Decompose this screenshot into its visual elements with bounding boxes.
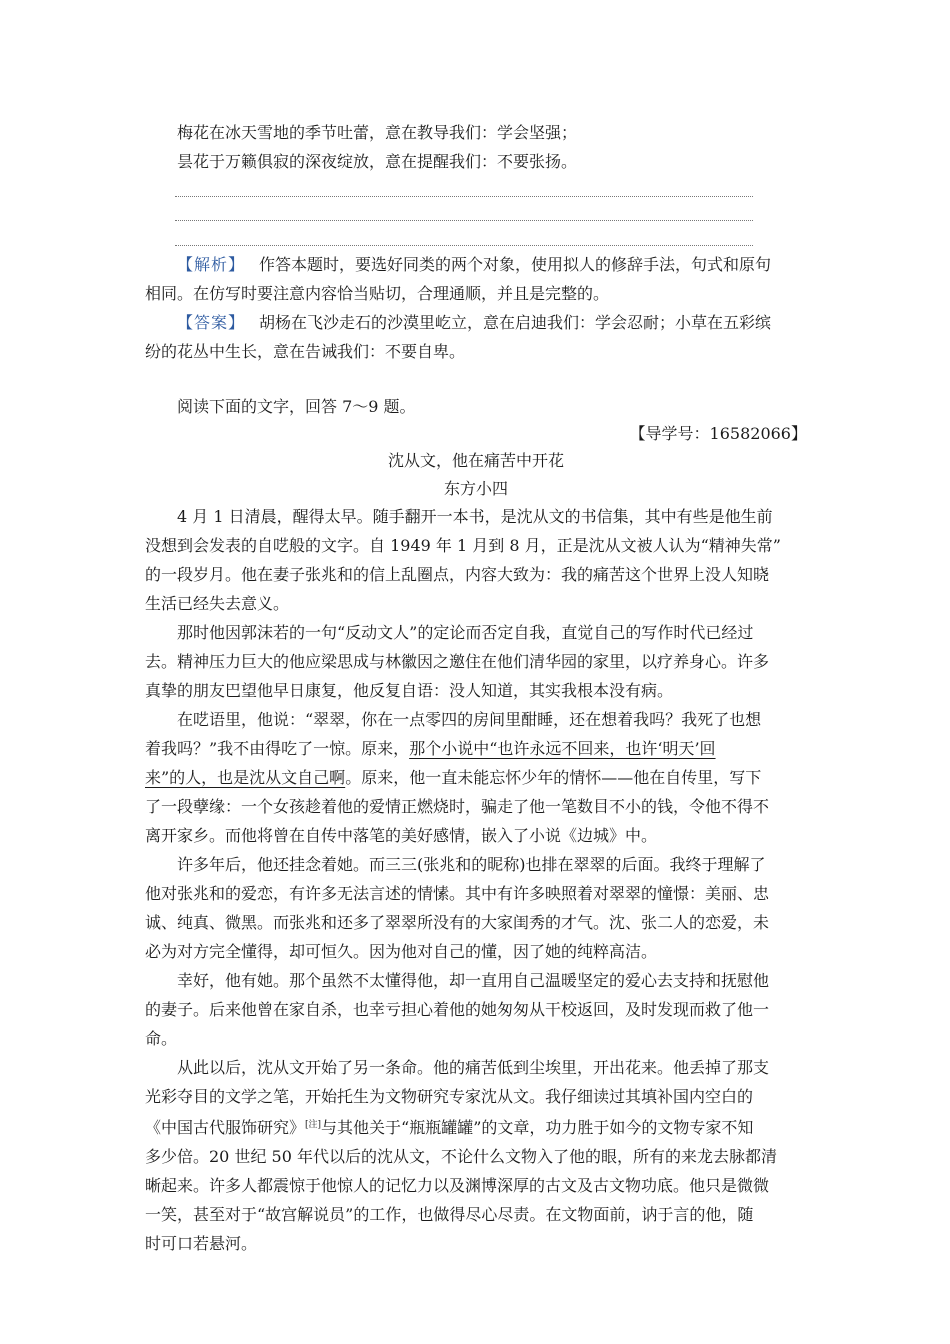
answer-blank-line — [175, 196, 753, 197]
paragraph-line: 必为对方完全懂得，却可恒久。因为他对自己的懂，因了她的纯粹高洁。 — [145, 942, 658, 961]
paragraph-line: 去。精神压力巨大的他应梁思成与林徽因之邀住在他们清华园的家里，以疗养身心。许多 — [145, 652, 770, 671]
paragraph-line: 幸好，他有她。那个虽然不太懂得他，却一直用自己温暖坚定的爱心去支持和抚慰他 — [177, 971, 770, 990]
analysis-label: 【解析】 — [177, 255, 246, 274]
answer-text: 纷的花丛中生长，意在告诫我们：不要自卑。 — [145, 342, 466, 361]
guide-number: 【导学号：16582066】 — [629, 424, 807, 443]
paragraph-line: 光彩夺目的文学之笔，开始托生为文物研究专家沈从文。我仔细读过其填补国内空白的 — [145, 1087, 754, 1106]
paragraph-line: 他对张兆和的爱恋，有许多无法言述的情愫。其中有许多映照着对翠翠的憧憬：美丽、忠 — [145, 884, 770, 903]
paragraph-line: 在呓语里，他说：“翠翠，你在一点零四的房间里酣睡，还在想着我吗？我死了也想 — [177, 710, 762, 729]
paragraph-line: 时可口若悬河。 — [145, 1234, 258, 1253]
paragraph-line: 许多年后，他还挂念着她。而三三(张兆和的昵称)也排在翠翠的后面。我终于理解了 — [177, 855, 766, 874]
answer-text: 胡杨在飞沙走石的沙漠里屹立，意在启迪我们：学会忍耐；小草在五彩缤 — [259, 313, 772, 332]
prompt-line: 梅花在冰天雪地的季节吐蕾，意在教导我们：学会坚强； — [177, 123, 578, 142]
paragraph-line: 晰起来。许多人都震惊于他惊人的记忆力以及渊博深厚的古文及古文物功底。他只是微微 — [145, 1176, 770, 1195]
underlined-sentence: 那个小说中“也许永远不回来，也许‘明天’回 — [409, 739, 716, 758]
analysis-text: 作答本题时，要选好同类的两个对象，使用拟人的修辞手法，句式和原句 — [259, 255, 772, 274]
text-run: 与其他关于“瓶瓶罐罐”的文章，功力胜于如今的文物专家不知 — [321, 1118, 754, 1137]
text-run: 《中国古代服饰研究》 — [145, 1118, 306, 1137]
paragraph-line: 真挚的朋友巴望他早日康复，他反复自语：没人知道，其实我根本没有病。 — [145, 681, 674, 700]
paragraph-line: 离开家乡。而他将曾在自传中落笔的美好感情，嵌入了小说《边城》中。 — [145, 826, 658, 845]
paragraph-line — [145, 763, 807, 792]
article-body — [145, 502, 807, 1258]
analysis-text: 相同。在仿写时要注意内容恰当贴切，合理通顺，并且是完整的。 — [145, 284, 610, 303]
paragraph-line: 没想到会发表的自呓般的文字。自 1949 年 1 月到 8 月，正是沈从文被人认为“精神失常” — [145, 536, 781, 555]
paragraph-line: 命。 — [145, 1029, 178, 1048]
answer-label: 【答案】 — [177, 313, 246, 332]
paragraph-line: 了一段孽缘：一个女孩趁着他的爱情正燃烧时，骗走了他一笔数目不小的钱，令他不得不 — [145, 797, 770, 816]
underlined-sentence: 来”的人，也是沈从文自己啊 — [145, 768, 346, 787]
answer-blank-line — [175, 245, 753, 246]
footnote-marker: [注] — [305, 1120, 322, 1130]
prompt-block — [177, 118, 807, 176]
text-run: 。原来，他一直未能忘怀少年的情怀——他在自传里，写下 — [345, 768, 762, 787]
article-title: 沈从文，他在痛苦中开花 — [387, 451, 564, 470]
paragraph-line: 的妻子。后来他曾在家自杀，也幸亏担心着他的她匆匆从干校返回，及时发现而救了他一 — [145, 1000, 770, 1019]
paragraph-line: 的一段岁月。他在妻子张兆和的信上乱圈点，内容大致为：我的痛苦这个世界上没人知晓 — [145, 565, 770, 584]
answer-block — [145, 308, 807, 366]
paragraph-line — [145, 734, 807, 763]
paragraph-line: 诚、纯真、微黑。而张兆和还多了翠翠所没有的大家闺秀的才气。沈、张二人的恋爱，未 — [145, 913, 770, 932]
reading-instruction: 阅读下面的文字，回答 7～9 题。 — [177, 397, 416, 416]
paragraph-line: 从此以后，沈从文开始了另一条命。他的痛苦低到尘埃里，开出花来。他丢掉了那支 — [177, 1058, 770, 1077]
paragraph-line: 生活已经失去意义。 — [145, 594, 290, 613]
paragraph-line: 一笑，甚至对于“故宫解说员”的工作，也做得尽心尽责。在文物面前，讷于言的他，随 — [145, 1205, 754, 1224]
answer-blank-line — [175, 220, 753, 221]
paragraph-line: 多少倍。20 世纪 50 年代以后的沈从文，不论什么文物入了他的眼，所有的来龙去脉都清 — [145, 1147, 777, 1166]
paragraph-line — [145, 1111, 807, 1142]
prompt-line: 昙花于万籁俱寂的深夜绽放，意在提醒我们：不要张扬。 — [177, 152, 578, 171]
article-author: 东方小四 — [443, 479, 508, 498]
analysis-block — [145, 250, 807, 308]
paragraph-line: 4 月 1 日清晨，醒得太早。随手翻开一本书，是沈从文的书信集，其中有些是他生前 — [177, 507, 773, 526]
paragraph-line: 那时他因郭沫若的一句“反动文人”的定论而否定自我，直觉自己的写作时代已经过 — [177, 623, 754, 642]
text-run: 着我吗？”我不由得吃了一惊。原来， — [145, 739, 410, 758]
